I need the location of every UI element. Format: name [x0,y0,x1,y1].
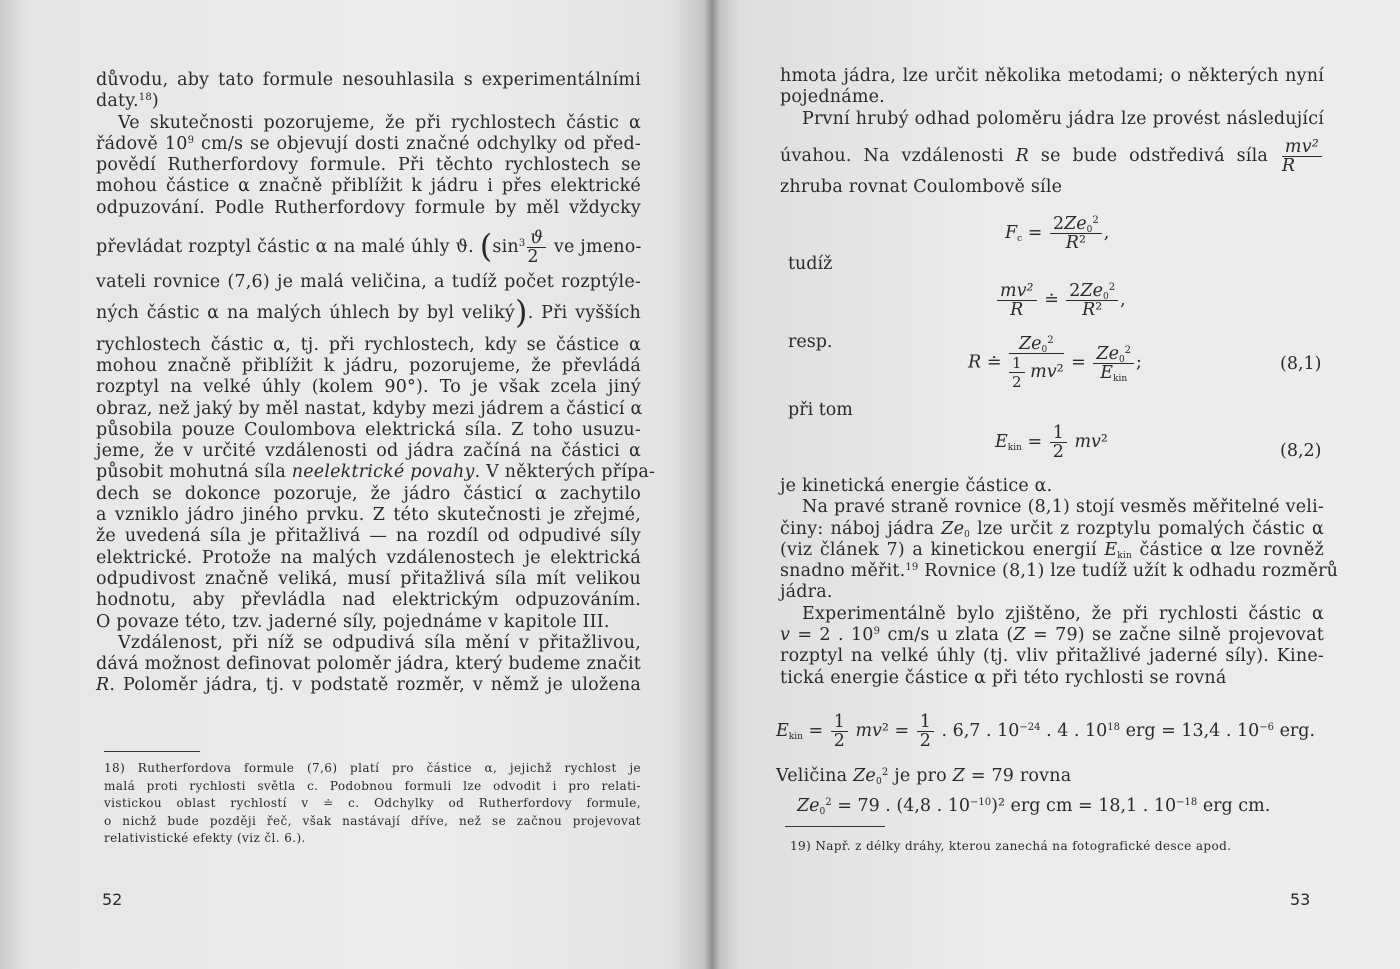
text-line: R. Poloměr jádra, tj. v podstatě rozměr, v němž je uložena [96,675,641,696]
text-line: rozptyl na velké úhly (tj. vliv přitažlivé jaderné síly). Kine- [780,646,1324,667]
text-line: Na pravé straně rovnice (8,1) stojí vesměs měřitelné veli- [802,497,1324,518]
text-line: že uvedená síla je přitažlivá — na rozdíl od odpudivé síly [96,526,641,547]
coulomb-force-equation: $F_c$ = $\frac{2Ze_0^2}{\text{R²}}$ , [1005,214,1110,253]
text-line: působila pouze Coulombova elektrická síla. Z toho usuzu- [96,419,641,440]
text-line: Experimentálně bylo zjištěno, že při rychlosti částic α [802,603,1324,624]
page-number-right: 53 [1290,890,1311,909]
text-line: dech se dokonce pozoruje, že jádro částicí α zachytilo [96,483,641,504]
footnote-18 [104,760,641,848]
text-line: pojednáme. [780,87,885,108]
footnote-line: 18) Rutherfordova formule (7,6) platí pro částice α, jejichž rychlost je [104,761,641,775]
page-number-left: 52 [102,890,123,909]
footnote-divider [104,751,200,752]
text-line: mohou částice α značně přiblížit k jádru i přes elektrické [96,176,641,197]
text-line: činy: náboj jádra $Ze_0$ lze určit z rozptylu pomalých částic α [780,518,1324,540]
text-line: převládat rozptyl částic α na malé úhly ϑ. ($\sin^3$ $\frac{ϑ}{2}$ ve jmeno- [96,227,642,268]
radius-equation: R ≐ $Ze_0^2$ $\frac{1}{2}$ mv² = $\frac{Ze_0^2}{E_{kin}}$ ; [968,334,1142,391]
text-line: tická energie částice α při této rychlosti se rovná [780,667,1227,688]
footnote-divider [785,826,885,827]
text-line: mohou značně přiblížit k jádru, pozorujeme, že převládá [96,355,641,376]
text-line: rozptyl na velké úhly (kolem 90°). To je však zcela jiný [96,377,641,398]
text-line: jeme, že v určité vzdálenosti od jádra začíná na částici α [96,441,641,462]
text-line: daty.$^{18}$) [96,91,159,112]
footnote-line: malá proti rychlosti světla c. Podobnou formuli lze odvodit i pro relati- [104,778,641,793]
text-line: v = 2 . $10^9$ cm/s u zlata (Z = 79) se začne silně projevovat [780,625,1325,646]
text-line: rychlostech částic α, tj. při rychlostech, kdy se částice α [96,334,641,355]
text-line: Vzdálenost, při níž se odpudivá síla mění v přitažlivou, [118,632,641,653]
text-line: Veličina $Ze_0^2$ je pro Z = 79 rovna [776,766,1072,787]
text-line: vateli rovnice (7,6) je malá veličina, a tudíž počet rozptýle- [96,272,641,293]
text-line: odpuzování. Podle Rutherfordovy formule by měl vždycky [96,197,641,218]
kinetic-energy-equation: $E_{kin}$ = $\frac{1}{2}$ mv² [995,423,1108,462]
equation-number-8-1: (8,1) [1280,354,1322,374]
text-line: snadno měřit.$^{19}$ Rovnice (8,1) lze tudíž užít k odhadu rozměrů [780,561,1339,582]
text-line: První hrubý odhad poloměru jádra lze provést následující [802,108,1324,129]
text-line: dává možnost definovat poloměr jádra, který budeme značit [96,654,641,675]
text-line: elektrické. Protože na malých vzdálenostech je elektrická [96,547,641,568]
footnote-line: o nichž bude později řeč, však nastávají dříve, než se začnou projevovat [104,813,641,828]
footnote-19: 19) Např. z délky dráhy, kterou zanechá na fotografické desce apod. [790,839,1232,853]
text-line: hodnotu, aby převládla nad elektrickým odpuzováním. [96,590,641,611]
text-line: je kinetická energie částice α. [780,476,1053,496]
text-line: O povaze této, tzv. jaderné síly, pojednáme v kapitole III. [96,611,610,632]
text-line: Ve skutečnosti pozorujeme, že při rychlostech částic α [118,112,641,133]
text-line: (viz článek 7) a kinetickou energií $E_{kin}$ částice α lze rovněž [780,539,1324,561]
left-page-body [96,70,656,697]
footnote-line: vistickou oblast rychlostí v ≐ c. Odchylky od Rutherfordovy formule, [104,796,641,811]
text-line: hmota jádra, lze určit několika metodami; o některých nyní [780,66,1324,86]
book-gutter [704,0,720,969]
text-line: jádra. [780,582,833,603]
label-pri-tom: při tom [788,400,853,420]
equation-number-8-2: (8,2) [1280,441,1322,461]
text-line: odpudivost značně veliká, musí přitažlivá síla mít velikou [96,568,641,589]
text-line: důvodu, aby tato formule nesouhlasila s experimentálními [96,70,641,90]
force-balance-equation: $\frac{\text{mv²}}{R}$ ≐ $\frac{2Ze_0^2}{\text{R²}}$ , [995,282,1126,319]
text-line: zhruba rovnat Coulombově síle [780,176,1063,197]
text-line: působit mohutná síla neelektrické povahy. V některých přípa- [96,462,656,483]
fraction: $\frac{ϑ}{2}$ [527,229,546,266]
nuclear-charge-equation: $Ze_0^2 = 79$ . (4,8 . $10^{-10})^2$ erg cm = 18,1 . $10^{-18}$ erg cm. [797,796,1271,817]
footnote-line: relativistické efekty (viz čl. 6.). [104,831,306,846]
text-line: povědí Rutherfordovy formule. Při těchto rychlostech se [96,155,641,176]
text-line: a vzniklo jádro jiného prvku. Z této skutečnosti je zřejmé, [96,505,641,526]
right-page-body-lower [780,476,1339,689]
right-page-body [780,66,1324,198]
text-line: řádově $10^9$ cm/s se objevují dosti značné odchylky od před- [96,133,641,154]
label-tudiz: tudíž [788,254,833,274]
fraction: $\frac{\text{mv²}}{R}$ [1282,138,1322,175]
text-line: ných částic α na malých úhlech by byl veliký). Při vyšších [96,293,641,332]
text-line: úvahou. Na vzdálenosti R se bude odstředivá síla $\frac{\text{mv²}}{R}$ [780,138,1324,175]
kinetic-energy-gold-equation: $E_{kin}$ = $\frac{1}{2}$ mv² = $\frac{1}{2}$ . 6,7 . $10^{-24}$ . 4 . $10^{18}$ erg = 13,4 . $10^{-6}$ erg. [776,712,1316,751]
text-line: obraz, než jaký by měl nastat, kdyby mezi jádrem a částicí α [96,398,643,419]
nuclear-charge-sentence [776,766,1320,787]
label-resp: resp. [788,332,833,352]
